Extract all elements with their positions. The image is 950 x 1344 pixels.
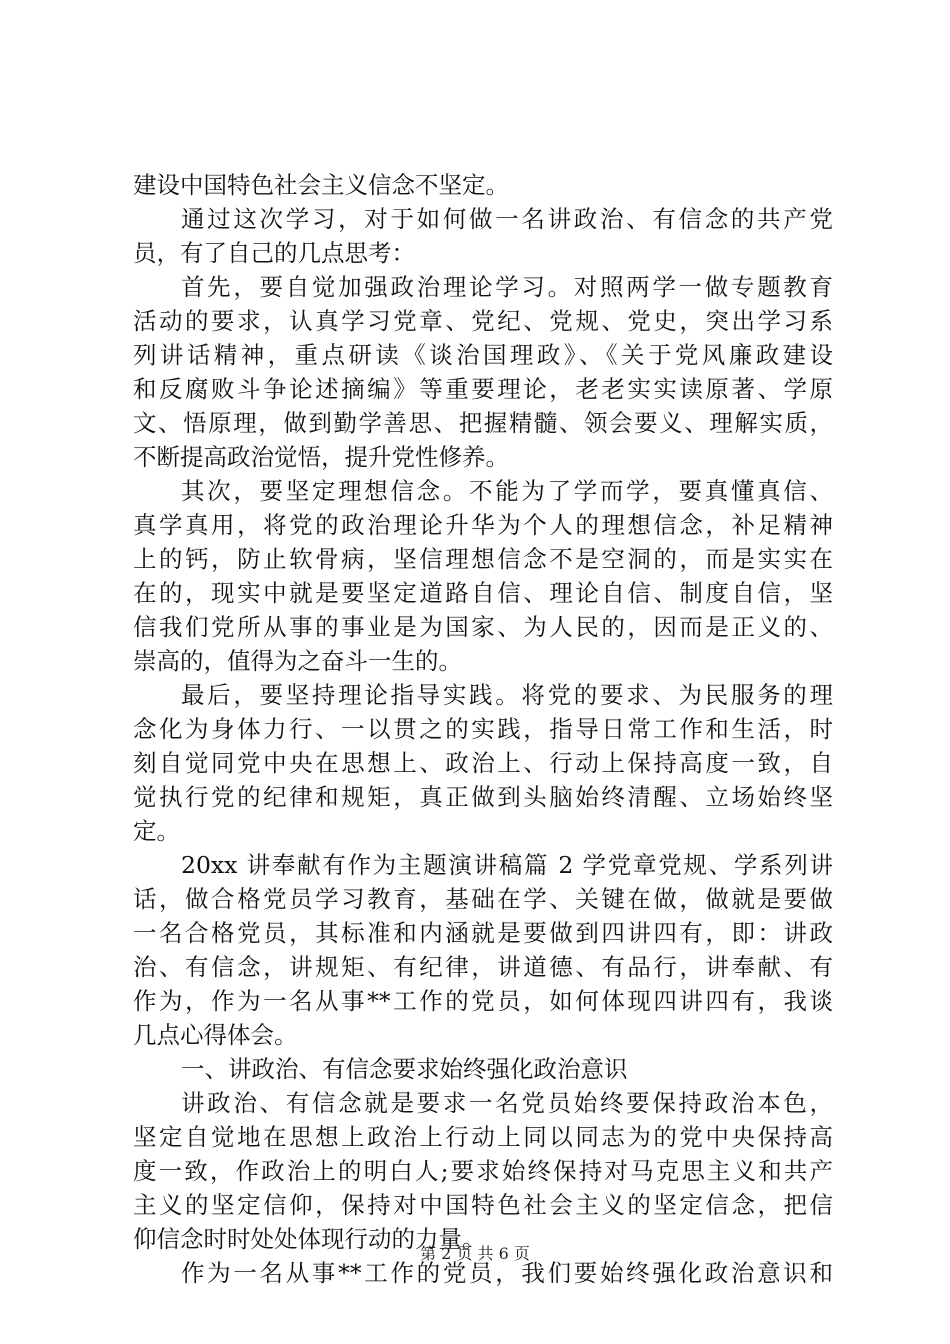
text-line: 最后，要坚持理论指导实践。将党的要求、为民服务的理 (181, 681, 833, 709)
page-footer: 第 2 页 共 6 页 (420, 1244, 530, 1263)
text-line: 刻自觉同党中央在思想上、政治上、行动上保持高度一致，自 (133, 749, 833, 777)
text-line: 信我们党所从事的事业是为国家、为人民的，因而是正义的、 (133, 613, 833, 641)
text-line: 作为，作为一名从事**工作的党员，如何体现四讲四有，我谈 (133, 987, 833, 1015)
text-line: 念化为身体力行、一以贯之的实践，指导日常工作和生活，时 (133, 715, 833, 743)
text-line: 真学真用，将党的政治理论升华为个人的理想信念，补足精神 (133, 511, 833, 539)
text-line: 觉执行党的纪律和规矩，真正做到头脑始终清醒、立场始终坚 (133, 783, 833, 811)
text-line: 坚定自觉地在思想上政治上行动上同以同志为的党中央保持高 (133, 1123, 833, 1151)
text-line: 通过这次学习，对于如何做一名讲政治、有信念的共产党 (181, 205, 833, 233)
text-line: 作为一名从事**工作的党员，我们要始终强化政治意识和 (181, 1259, 833, 1287)
text-line: 员，有了自己的几点思考： (133, 239, 415, 267)
text-line: 几点心得体会。 (133, 1021, 298, 1049)
text-line: 其次，要坚定理想信念。不能为了学而学，要真懂真信、 (181, 477, 833, 505)
text-line: 定。 (133, 817, 180, 845)
text-line: 在的，现实中就是要坚定道路自信、理论自信、制度自信，坚 (133, 579, 833, 607)
text-line: 一、讲政治、有信念要求始终强化政治意识 (181, 1055, 628, 1083)
document-body (133, 168, 833, 1290)
text-line: 度一致，作政治上的明白人;要求始终保持对马克思主义和共产 (133, 1157, 833, 1185)
text-line: 活动的要求，认真学习党章、党纪、党规、党史，突出学习系 (133, 307, 833, 335)
text-line: 讲政治、有信念就是要求一名党员始终要保持政治本色， (181, 1089, 833, 1117)
text-line: 和反腐败斗争论述摘编》等重要理论，老老实实读原著、学原 (133, 375, 833, 403)
text-line: 仰信念时时处处体现行动的力量。 (133, 1225, 486, 1253)
text-line: 主义的坚定信仰，保持对中国特色社会主义的坚定信念，把信 (133, 1191, 833, 1219)
text-line: 不断提高政治觉悟，提升党性修养。 (133, 443, 509, 471)
text-line: 首先，要自觉加强政治理论学习。对照两学一做专题教育 (181, 273, 833, 301)
text-line: 20xx 讲奉献有作为主题演讲稿篇 2 学党章党规、学系列讲 (181, 851, 833, 879)
text-line: 建设中国特色社会主义信念不坚定。 (133, 171, 509, 199)
text-line: 一名合格党员，其标准和内涵就是要做到四讲四有，即：讲政 (133, 919, 833, 947)
text-line: 崇高的，值得为之奋斗一生的。 (133, 647, 462, 675)
text-line: 上的钙，防止软骨病，坚信理想信念不是空洞的，而是实实在 (133, 545, 833, 573)
text-line: 列讲话精神，重点研读《谈治国理政》、《关于党风廉政建设 (133, 341, 833, 369)
text-line: 文、悟原理，做到勤学善思、把握精髓、领会要义、理解实质， (133, 409, 833, 437)
text-line: 治、有信念，讲规矩、有纪律，讲道德、有品行，讲奉献、有 (133, 953, 833, 981)
text-line: 话，做合格党员学习教育，基础在学、关键在做，做就是要做 (133, 885, 833, 913)
